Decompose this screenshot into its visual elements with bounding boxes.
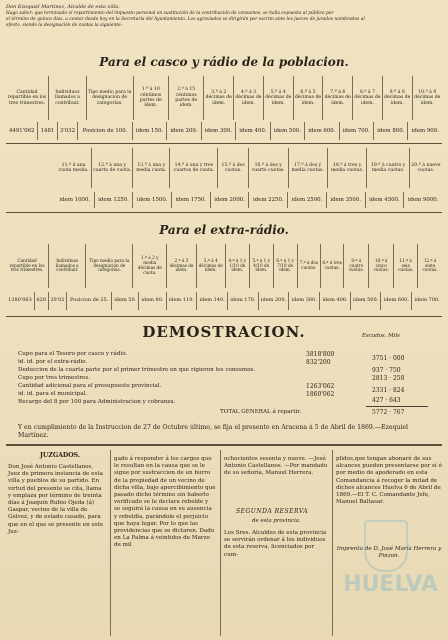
cell: idem 500. [270,122,304,140]
cell: idem 600. [381,292,412,310]
cell: idem 110. [166,292,197,310]
right-value: 937 · 750 [372,367,401,374]
cell: 6.ª á 5 décimas de idem. [293,76,323,120]
column-3-text: ochocientos sesenta y nueve. —José Antonio Castellanos. —Por mandado de su señoría, Manuel Herrera. [224,456,328,477]
watermark-seal [364,520,408,572]
extra-values-table [6,292,442,310]
cell: idem 800. [374,122,408,140]
cell: 3.ª á 4 décimas de idem. [196,244,225,288]
right-value: 2813 · 250 [372,375,405,382]
right-value: 3751 · 000 [372,355,405,362]
cell: Posicion de 25. [67,292,112,310]
cell: idem 9000. [404,192,442,208]
mid-value: 3818'800 [306,351,335,358]
cell: 1280'063 [8,297,32,304]
demo-line: Cupo para el Tesoro por casco y rádio. [18,351,128,357]
watermark-text: HUELVA [343,572,438,597]
cell: 18.ª á tres y media cuotas. [327,148,367,188]
cell: 1481 [38,122,57,140]
cell: idem 400. [236,122,270,140]
juzgados-heading: JUZGADOS. [40,452,81,459]
cell: idem 50. [112,292,139,310]
right-value: 427 · 643 [372,397,401,404]
cell: idem 150. [132,122,166,140]
cell: 20.ª á nueve cuotas. [409,148,442,188]
column-rule [220,450,221,636]
demo-line: id. id. para el municipal. [18,391,88,397]
cell: 11.ª á una cuota media. [58,162,89,173]
cell: 6.ª á 1 y 7/10 de idem. [273,244,297,288]
cell: 2.ª á 3 décimas de idem. [167,244,196,288]
cell: 8.ª á 7 décimas de idem. [353,76,383,120]
demo-line: Recargo del 8 por 100 para Administracion y cobranza. [18,399,176,405]
cell: 16.ª á dos y cuarto cuotas. [248,148,288,188]
cell: 4.ª á 1 y 1/10 de idem. [225,244,249,288]
cell: Tipo medio para la designacion de categorías. [86,244,133,288]
cell: 9.ª á 8 décimas de idem. [382,76,412,120]
cell: idem 1250. [94,192,133,208]
cell: idem 80. [139,292,166,310]
cell: idem 200. [167,122,201,140]
cell: idem 700. [339,122,373,140]
right-value: 2331 · 824 [372,387,405,394]
header-line-3: el término de quince días, a contar desde hoy en la Secretaría del Ayuntamiento. Los agraviados se dirigirán por escrito ante los jueces de jurados nombrados al [6,17,365,22]
cell: 7.ª á dos cuotas. [297,244,320,288]
demo-line: id. id. por el extra-rádio. [18,359,88,365]
cell: 5.ª á 4 décimas de idem. [263,76,293,120]
column-3-text-2: Los Sres. Alcaldes de esta provincia se servirán ordenar á los individuos de esta reserva, licenciados por cum- [224,530,327,558]
cell: Individuos llamados a contribuir. [49,76,87,120]
cell: idem 500. [350,292,381,310]
cell: 3'032 [57,122,78,140]
cell: 4491'062 [8,127,35,134]
header-line-1: Don Ezequiel Martínez, Alcalde de esta villa. [6,4,120,10]
cell: 1.ª á 2 y media décimas de cuota. [133,244,167,288]
divider [6,143,442,144]
cell: idem 400. [320,292,351,310]
cell: 12.ª á siete cuotas. [418,244,442,288]
cell: Individuos llamados a contribuir. [49,244,86,288]
cell: 9.ª á cuatro cuotas. [344,244,369,288]
cell: 10.ª á 9 décimas de idem. [412,76,442,120]
cell: 5.ª á 1 y 4/10 de idem. [249,244,273,288]
header-line-2: Hago saber: que terminado el repartimiento del impuesto personal en sustitución de la contribución de consumos, se halla expuesto al público por [6,11,334,16]
demo-line: Cupo por tres trimestres. [18,375,90,381]
cell: 1.ª á 10 céntimos partes de idem. [133,76,168,120]
cell: idem 1750. [172,192,211,208]
demo-line: Cantidad adicional para el presupuesto provincial. [18,383,162,389]
segunda-reserva-heading: SEGUNDA RESERVA [236,508,309,515]
mid-value: 1860'062 [306,391,335,398]
cell: 10.ª á cinco cuotas. [369,244,394,288]
imprint: Imprenta de D. José María Herrera y Pinzon. [336,546,442,560]
column-1-text: Don José Antonio Castellanos, Juez de primera instancia de esta villa y pueblos de su partido. En virtud del presente se cita, llama y emplaza por término de treinta días á Joaquin Rubio Ojeda (á) Gaspar, vecino de la villa de Gelvez, y de estado casado, para que en el que se presente en este Juz- [8,464,104,535]
column-4-text: plidos,que tengan abonaré de sus alcances pueden presentarse por sí ó por medio de apoderado en esta Comandancia á recoger la mitad de dichos alcances Huelva 6 de Abril de 1869.—El T. C. Comandante Jefe, Manuel Baltasar. [336,456,442,506]
cell: idem 2500. [288,192,327,208]
divider [6,444,442,446]
cell: idem 140. [197,292,228,310]
cell: idem 200. [258,292,289,310]
cell: idem 900. [408,122,442,140]
cell: 12.ª á una y cuarto de cuota. [92,148,133,188]
casco-title: Para el casco y rádio de la poblacion. [99,55,349,69]
cell: 15.ª á dos cuotas. [218,148,249,188]
cell: idem 3500. [326,192,365,208]
cell: Cantidad repartible en los tres trimestres. [9,257,45,273]
cell: 17.ª á dos y media cuotas. [288,148,327,188]
cell: idem 700. [412,292,442,310]
units-label: Escudos. Mils [362,333,400,339]
cell: 8.ª á tres cuotas. [320,244,343,288]
closing-paragraph: Y en cumplimiento de la Instruccion de 27 de Octubre último, se fija el presente en Aracena á 5 de Abril de 1869.—Ezequiel Martínez. [18,424,409,439]
cell: 628 [34,292,48,310]
demostracion-title: DEMOSTRACION. [142,323,306,341]
cell: 13.ª á una y media cuota. [133,148,170,188]
column-rule [110,450,111,636]
cell: idem 300. [289,292,320,310]
casco-values2-table [56,192,442,208]
divider [6,212,442,213]
cell: 20'02 [48,292,67,310]
casco-values-table [6,122,442,140]
header-line-4: efecto, siendo la designación de cuotas la siguiente: [6,23,123,28]
cell: Cantidad repartible en los tres trimestres. [7,90,47,106]
cell: Posicion de 100. [78,122,132,140]
total-value: 5772 · 767 [372,409,405,416]
extra-header-table [6,244,442,288]
sum-rule [366,406,428,407]
casco-header-table [6,76,442,120]
cell: 11.ª á seis cuotas. [394,244,418,288]
cell: idem 2000. [210,192,249,208]
divider [6,316,442,317]
column-rule [332,450,333,636]
total-label: TOTAL GENERAL á repartir. [220,409,302,415]
cell: idem 2250. [249,192,288,208]
cell: 2.ª á 15 céntimos partes de idem. [168,76,203,120]
segunda-reserva-sub: de esta provincia. [252,518,301,524]
extra-title: Para el extra-rádio. [159,223,289,237]
cell: idem 600. [305,122,339,140]
cell: 19.ª á cuatro y media cuotas. [367,148,409,188]
cell: idem 300. [201,122,235,140]
cell: idem 4500. [365,192,404,208]
cell: idem 1500. [133,192,172,208]
mid-value: 1263'062 [306,383,335,390]
demo-line: Deduccion de la cuarta parte por el primer trimestre en que rigieron los consumos. [18,367,256,373]
cell: 7.ª á 6 décimas de idem. [323,76,353,120]
column-2-text: gado á responder á los cargos que le resultan en la causa que se le sigue por sustraccion de un burro de la propiedad de un vecino de dicha villa, bajo apercibimiento que pasado dicho término sin haberlo verificado se le declara rebelde y se seguirá la causa en su ausencia y rebeldía, parándole el perjuicio que haya lugar. Por lo que las providencias que se dictaren. Dado en La Palma á veintidos de Marzo de mil [114,456,216,549]
casco-header2-table [56,148,442,188]
cell: idem 170. [227,292,258,310]
cell: 4.ª á 3 décimas de idem. [234,76,264,120]
cell: Tipo medio para la designacion de categorías. [86,76,133,120]
cell: 3.ª á 2 décimas de idem. [204,76,234,120]
cell: 14.ª á una y tres cuartos de cuota. [170,148,218,188]
mid-value: 832'200 [306,359,331,366]
cell: idem 1000. [59,196,91,203]
